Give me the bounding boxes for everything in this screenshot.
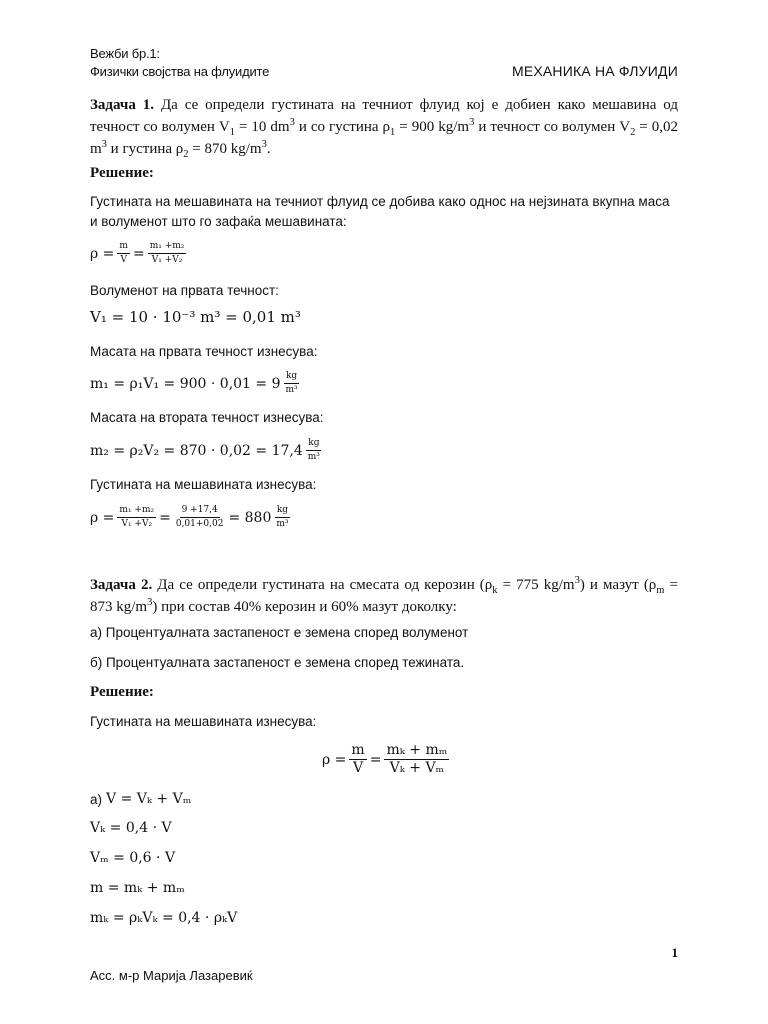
formula-total-mass: m = mₖ + mₘ bbox=[90, 880, 185, 896]
formula-mass-kerosene: mₖ = ρₖVₖ = 0,4 · ρₖV bbox=[90, 910, 238, 926]
solution-label-2: Решение: bbox=[90, 684, 154, 700]
task-2-option-b: б) Процентуалната застапеност е земена според тежината. bbox=[90, 655, 465, 670]
formula-volume-1: V₁ = 10 · 10⁻³ m³ = 0,01 m³ bbox=[90, 308, 301, 326]
formula-volume-kerosene: Vₖ = 0,4 · V bbox=[90, 820, 172, 836]
header-topic: Физички својства на флуидите bbox=[90, 64, 270, 79]
page-number: 1 bbox=[671, 945, 678, 960]
header-exercise-number: Вежби бр.1: bbox=[90, 46, 160, 61]
formula-mixture-density: ρ = $\frac{m}{V}$ = $\frac{\text{mₖ + mₘ}}{\text{Vₖ + Vₘ}}$ bbox=[322, 742, 448, 776]
solution-label-1: Решение: bbox=[90, 165, 154, 181]
formula-total-volume: а) V = Vₖ + Vₘ bbox=[90, 791, 192, 807]
formula-density-result: ρ = $\frac{\text{m₁ +m₂}}{\text{V₁ +V₂}}$ = $\frac{9 +17,4}{0,01+0,02}$ = 880 $\frac{kg}{\text{m³}}$ bbox=[90, 505, 289, 529]
mass-2-label: Масата на втората течност изнесува: bbox=[90, 410, 324, 425]
task-1-statement: Задача 1. Да се определи густината на течниот флуид кој е добиен како мешавина од течност со волумен $V_1 = 10$ $dm^3$ и со густина $\rho_1 = 900$ $kg/m^3$ и течност со волумен $V_2 = 0,02$ $m^3$ и густина $\rho_2 = 870$ $kg/m^3$. bbox=[90, 97, 679, 160]
footer-author: Асс. м-р Марија Лазаревиќ bbox=[90, 968, 253, 983]
header-course-title: МЕХАНИКА НА ФЛУИДИ bbox=[511, 63, 678, 79]
task-2-option-a: а) Процентуалната застапеност е земена според волуменот bbox=[90, 625, 469, 640]
formula-mass-2: m₂ = ρ₂V₂ = 870 · 0,02 = 17,4 $\frac{kg}{\text{m³}}$ bbox=[90, 438, 320, 462]
mixture-density-label: Густината на мешавината изнесува: bbox=[90, 714, 317, 729]
density-label: Густината на мешавината изнесува: bbox=[90, 477, 317, 492]
solution-1-intro: Густината на мешавината на течниот флуид се добива како однос на нејзината вкупна маса и волуменот што го зафаќа мешавината: bbox=[90, 194, 670, 229]
task-1-label: Задача 1. bbox=[90, 97, 155, 113]
formula-mass-1: m₁ = ρ₁V₁ = 900 · 0,01 = 9 $\frac{kg}{\text{m³}}$ bbox=[90, 371, 298, 395]
volume-1-label: Волуменот на првата течност: bbox=[90, 283, 279, 298]
formula-volume-mazut: Vₘ = 0,6 · V bbox=[90, 850, 176, 866]
task-2-statement: Задача 2. Да се определи густината на смесата од керозин ($\rho_k = 775$ $kg/m^3$) и мазут ($\rho_m = 873$ $kg/m^3$) при состав 40% керозин и 60% мазут доколку: bbox=[90, 575, 679, 615]
mass-1-label: Масата на првата течност изнесува: bbox=[90, 344, 318, 359]
formula-density-definition: ρ = $\frac{m}{V}$ = $\frac{\text{m₁ +m₂}}{\text{V₁ +V₂}}$ bbox=[90, 241, 185, 265]
task-2-label: Задача 2. bbox=[90, 577, 153, 593]
